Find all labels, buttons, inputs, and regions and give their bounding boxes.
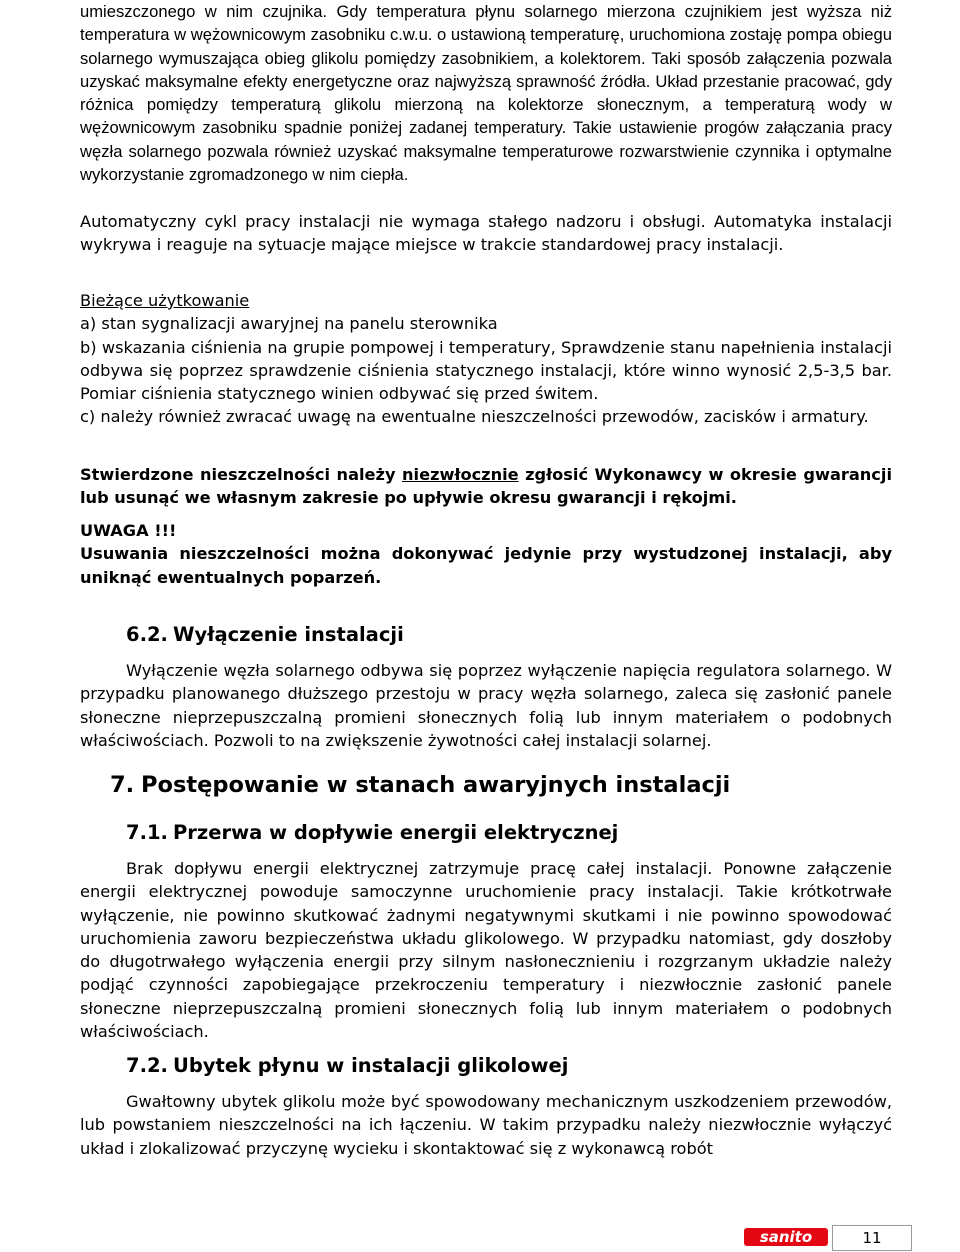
section-6-2-title: Wyłączenie instalacji <box>173 623 404 646</box>
current-use-item-c: c) należy również zwracać uwagę na ewentualne nieszczelności przewodów, zacisków i armatury. <box>80 407 869 427</box>
intro-paragraph: umieszczonego w nim czujnika. Gdy temperatura płynu solarnego mierzona czujnikiem jest wyższa niż temperatura w wężownicowym zasobniku c.w.u. o ustawioną temperaturę, uruchomiona zostaję pompa obiegu solarnego wymuszająca obieg glikolu pomiędzy zasobnikiem, a kolektorem. Taki sposób załączenia pozwala uzyskać maksymalne efekty energetyczne oraz najwyższą sprawność źródła. Układ przestanie pracować, gdy różnica pomiędzy temperaturą glikolu mierzoną na kolektorze słonecznym, a temperaturą wody w wężownicowym zasobniku spadnie poniżej zadanej temperatury. Takie ustawienie progów załączania pracy węzła solarnego pozwala również uzyskać maksymalne temperaturowe rozwarstwienie czynnika i optymalne wykorzystanie zgromadzonego w nim ciepła. <box>80 2 892 185</box>
warning-section <box>80 519 892 589</box>
section-7-heading <box>110 770 892 800</box>
section-7-title: Postępowanie w stanach awaryjnych instalacji <box>141 772 731 798</box>
section-7-1-text: Brak dopływu energii elektrycznej zatrzymuje pracę całej instalacji. Ponowne załączenie energii elektrycznej powoduje samoczynne uruchomienie pracy instalacji. Takie krótkotrwałe wyłączenie, nie powinno skutkować żadnymi negatywnymi skutkami i nie powinno spowodować uruchomienia zaworu bezpieczeństwa układu glikolowego. W przypadku natomiast, gdy doszłoby do długotrwałego wyłączenia energii przy silnym nasłonecznieniu i rozgrzanym układzie należy podjąć czynności zapobiegające przekroczeniu temperatury i niezwłocznie zasłonić panele słoneczne nieprzepuszczalną promieni słonecznych folią lub innym materiałem o podobnych właściwościach. <box>80 859 892 1042</box>
section-7-2-title: Ubytek płynu w instalacji glikolowej <box>173 1054 569 1077</box>
current-use-item-b: b) wskazania ciśnienia na grupie pompowej i temperatury, Sprawdzenie stanu napełnienia instalacji odbywa się poprzez sprawdzenie ciśnienia statycznego instalacji, które winno wynosić 2,5-3,5 bar. Pomiar ciśnienia statycznego winien odbywać się przed świtem. <box>80 337 892 404</box>
intro-paragraph-2: Automatyczny cykl pracy instalacji nie wymaga stałego nadzoru i obsługi. Automatyka instalacji wykrywa i reaguje na sytuacje mające miejsce w trakcie standardowej pracy instalacji. <box>80 212 892 255</box>
section-7-2-heading <box>126 1053 892 1079</box>
section-7-1-title: Przerwa w dopływie energii elektrycznej <box>173 821 619 844</box>
section-7-1-number: 7.1. <box>126 821 168 844</box>
section-7-2-number: 7.2. <box>126 1054 168 1077</box>
section-7-1-heading <box>126 820 892 846</box>
notice-part-2: zgłosić Wykonawcy w okresie gwarancji lub usunąć we własnym zakresie po upływie okresu gwarancji i rękojmi. <box>80 465 892 508</box>
warning-text: Usuwania nieszczelności można dokonywać jedynie przy wystudzonej instalacji, aby uniknąć ewentualnych poparzeń. <box>80 544 892 587</box>
notice-paragraph <box>80 463 892 510</box>
sanito-logo-text: sanito <box>759 1228 813 1246</box>
section-7-2-text: Gwałtowny ubytek glikolu może być spowodowany mechanicznym uszkodzeniem przewodów, lub powstaniem nieszczelności na ich łączeniu. W takim przypadku należy niezwłocznie wyłączyć układ i zlokalizować przyczynę wycieku i skontaktować się z wykonawcą robót <box>80 1092 892 1158</box>
section-6-2-text: Wyłączenie węzła solarnego odbywa się poprzez wyłączenie napięcia regulatora solarnego. W przypadku planowanego dłuższego przestoju w pracy węzła solarnego, zaleca się zasłonić panele słoneczne nieprzepuszczalną promieni słonecznych folią lub innym materiałem o podobnych właściwościach. Pozwoli to na zwiększenie żywotności całej instalacji solarnej. <box>80 661 892 750</box>
current-use-item-a: a) stan sygnalizacji awaryjnej na panelu sterownika <box>80 314 498 334</box>
warning-title: UWAGA !!! <box>80 521 177 540</box>
page-number-box <box>832 1225 912 1251</box>
page-number: 11 <box>862 1229 882 1247</box>
current-use-title: Bieżące użytkowanie <box>80 291 250 310</box>
notice-part-1: Stwierdzone nieszczelności należy <box>80 465 403 484</box>
section-7-number: 7. <box>110 772 135 798</box>
section-6-2-number: 6.2. <box>126 623 168 646</box>
notice-underlined: niezwłocznie <box>402 465 519 484</box>
current-use-section <box>80 289 892 429</box>
section-6-2-heading <box>126 622 892 648</box>
sanito-logo <box>742 1226 830 1248</box>
